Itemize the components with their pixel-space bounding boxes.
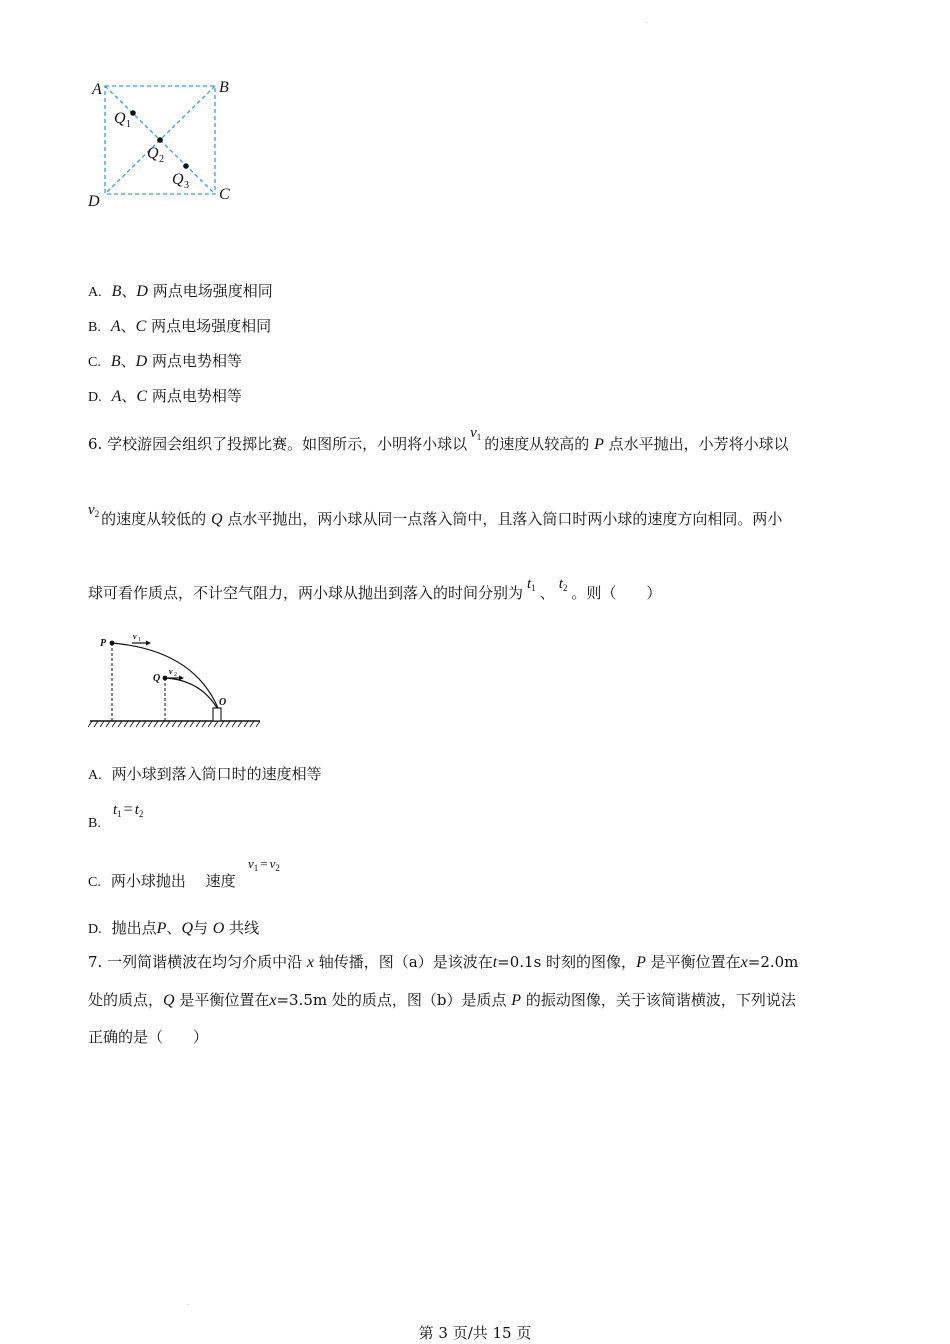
label-v2-sub: 2 (174, 672, 177, 678)
square-diagram (80, 70, 250, 215)
throw-diagram (88, 628, 263, 733)
arrow-v1-head (146, 641, 151, 646)
label-q: Q (153, 673, 161, 684)
q5-option-a: A. B、D 两点电场强度相同 (88, 282, 273, 300)
q6-option-b: B. (88, 816, 101, 831)
charge-q2 (157, 137, 163, 143)
q7-line-2: 处的质点，Q 是平衡位置在x=3.5m 处的质点，图（b）是质点 P 的振动图像，关于该简谐横波，下列说法 (88, 991, 796, 1009)
q6-option-c-formula: $v_1 = v_2$ (248, 856, 280, 873)
label-q1-sub: 1 (126, 119, 131, 130)
q6-option-a: A. 两小球到落入筒口时的速度相等 (88, 765, 322, 783)
label-b: B (219, 79, 229, 96)
q6-line-1: 6. 学校游园会组织了投掷比赛。如图所示，小明将小球以$v_1$ 的速度从较高的 P 点水平抛出，小芳将小球以 (88, 425, 789, 453)
q6-option-c: C. 两小球抛出 速度 (88, 872, 236, 890)
bottom-mark: . (187, 1300, 189, 1307)
label-v1-sub: 1 (138, 637, 141, 643)
q7-line-3: 正确的是（ ） (88, 1028, 209, 1046)
arrow-v2-head (179, 676, 184, 681)
top-mark: . (646, 18, 648, 25)
label-v1: v (133, 632, 137, 641)
ground-hatching (88, 721, 260, 727)
q6-option-b-formula: $t_1 = t_2$ (113, 801, 144, 819)
label-p: P (100, 638, 107, 649)
q6-option-d: D. 抛出点P、Q与 O 共线 (88, 919, 260, 937)
label-c: C (219, 186, 230, 203)
label-q1: Q (114, 110, 126, 127)
bucket (213, 708, 221, 721)
label-d: D (88, 193, 100, 210)
q5-option-d: D. A、C 两点电势相等 (88, 387, 242, 405)
q5-option-c: C. B、D 两点电势相等 (88, 352, 242, 370)
label-q2: Q (147, 145, 159, 162)
q6-line-2: $v_2$ 的速度从较低的 Q 点水平抛出，两小球从同一点落入筒中，且落入筒口时两小球的速度方向相同。两小 (88, 502, 783, 528)
q5-option-b: B. A、C 两点电场强度相同 (88, 317, 272, 335)
charge-q1 (130, 110, 136, 116)
q7-line-1: 7. 一列简谐横波在均匀介质中沿 x 轴传播，图（a）是该波在t=0.1s 时刻的图像，P 是平衡位置在x=2.0m (88, 953, 799, 971)
q6-line-3: 球可看作质点，不计空气阻力，两小球从抛出到落入的时间分别为 $t_1$ 、 $t_2$ 。则（ ） (88, 576, 662, 602)
trajectory-q (165, 678, 217, 708)
label-q2-sub: 2 (159, 154, 164, 165)
label-o: O (219, 697, 227, 708)
label-v2: v (169, 667, 173, 676)
charge-q3 (183, 163, 189, 169)
label-q3: Q (172, 171, 184, 188)
label-a: A (92, 81, 102, 98)
page-footer: 第 3 页/共 15 页 (418, 1324, 532, 1342)
label-q3-sub: 3 (184, 180, 189, 191)
